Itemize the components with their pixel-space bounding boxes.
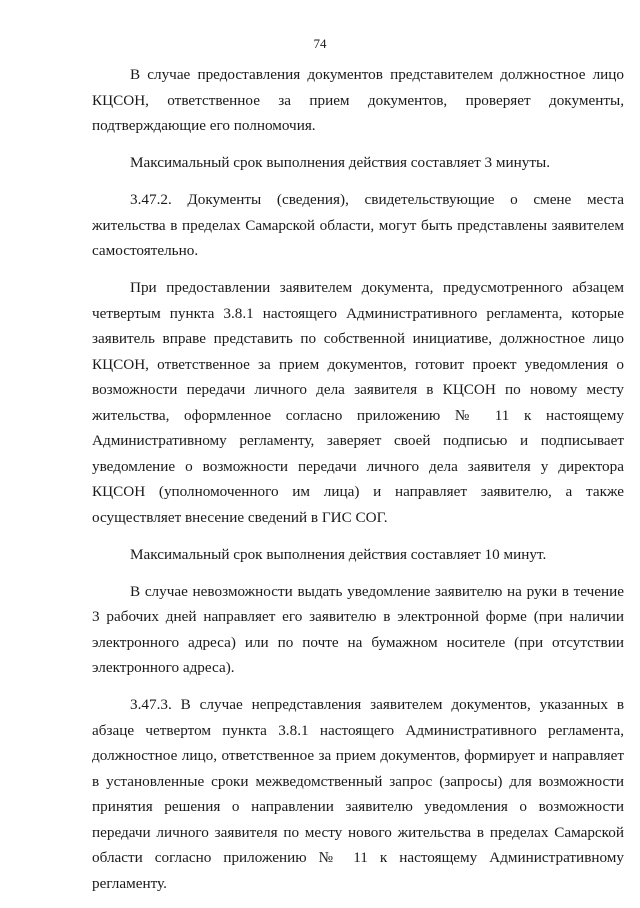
paragraph-max-time-3-min: Максимальный срок выполнения действия составляет 3 минуты. — [130, 154, 551, 171]
page-number: 74 — [313, 36, 327, 51]
paragraph-delivery-method: В случае невозможности выдать уведомление заявителю на руки в течение 3 рабочих дней направляет его заявителю в электронной форме (при наличии электронного адреса) или по почте на бумажном носителе (при отсутствии электронного адреса). — [92, 582, 624, 676]
paragraph-notification-preparation: При предоставлении заявителем документа, предусмотренного абзацем четвертым пункта 3.8.1 настоящего Административного регламента, которые заявитель вправе представить по собственной инициативе, должностное лицо КЦСОН, ответственное за прием документов, готовит проект уведомления о возможности передачи личного дела заявителя в КЦСОН по новому месту жительства, оформленное согласно приложению № 11 к настоящему Административному регламенту, заверяет своей подписью и подписывает уведомление о возможности передачи личного дела заявителя у директора КЦСОН (уполномоченного им лица) и направляет заявителю, а также осуществляет внесение сведений в ГИС СОГ. — [92, 279, 624, 526]
paragraph-representative-check: В случае предоставления документов представителем должностное лицо КЦСОН, ответственное за прием документов, проверяет документы, подтверждающие его полномочия. — [92, 66, 624, 134]
document-body — [92, 62, 624, 908]
paragraph-3-47-3: 3.47.3. В случае непредставления заявителем документов, указанных в абзаце четвертом пункта 3.8.1 настоящего Административного регламента, должностное лицо, ответственное за прием документов, формирует и направляет в установленные сроки межведомственный запрос (запросы) для возможности принятия решения о направлении заявителю уведомления о возможности передачи личного заявителя по месту нового жительства в пределах Самарской области согласно приложению № 11 к настоящему Административному регламенту. — [92, 696, 624, 892]
paragraph-max-time-10-min: Максимальный срок выполнения действия составляет 10 минут. — [130, 545, 547, 563]
paragraph-3-47-2: 3.47.2. Документы (сведения), свидетельствующие о смене места жительства в пределах Самарской области, могут быть представлены заявителем самостоятельно. — [92, 191, 624, 259]
